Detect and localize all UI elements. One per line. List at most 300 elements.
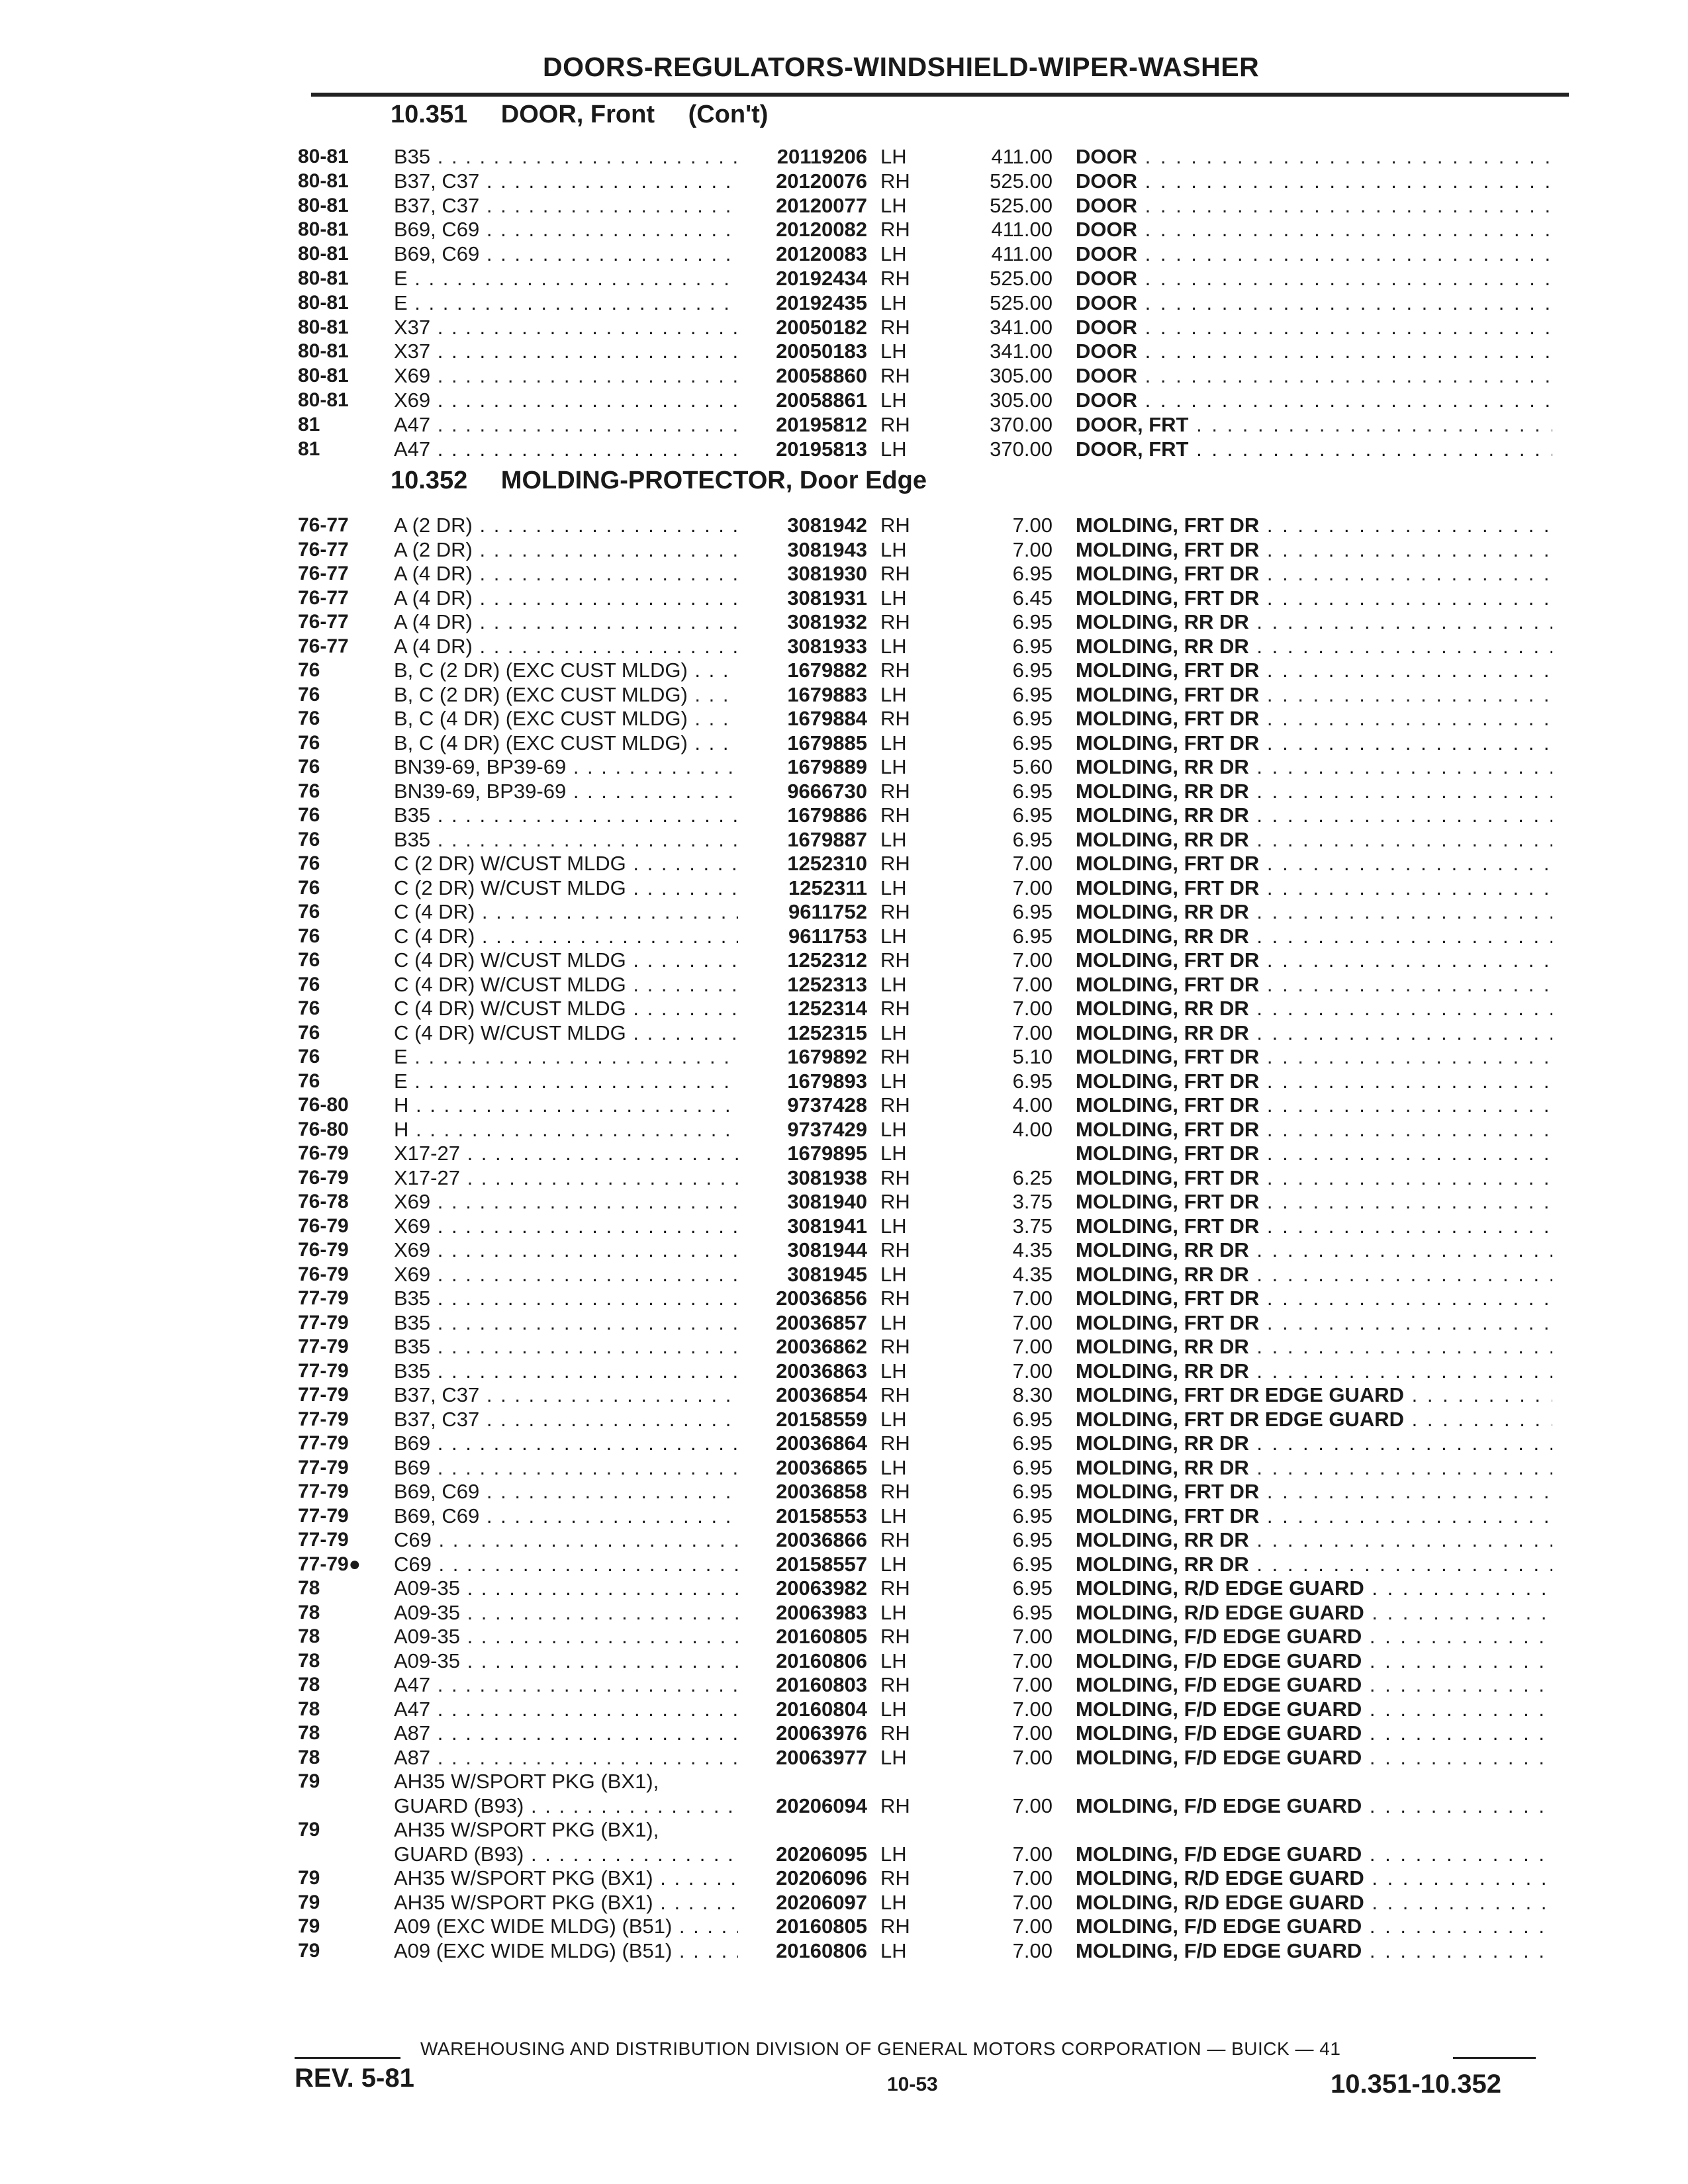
row-model: B, C (2 DR) (EXC CUST MLDG) . . . (394, 682, 738, 707)
row-model: X37 . . . (394, 339, 738, 363)
table-row (0, 1576, 1688, 1600)
row-part-number: 20058860 (776, 364, 867, 388)
row-description: DOOR, FRT . . . (1076, 437, 1552, 461)
row-price: 7.00 (1012, 1915, 1053, 1938)
footer-division: WAREHOUSING AND DISTRIBUTION DIVISION OF GENERAL MOTORS CORPORATION — BUICK — 41 (420, 2038, 1341, 2059)
row-description: MOLDING, FRT DR EDGE GUARD . . . (1076, 1407, 1552, 1432)
row-description: DOOR . . . (1076, 217, 1552, 242)
row-years: 77-79 (298, 1504, 349, 1527)
row-years: 78 (298, 1722, 320, 1744)
table-row (0, 1842, 1688, 1866)
row-years: 79 (298, 1891, 320, 1913)
row-part-number: 20160803 (776, 1673, 867, 1696)
row-model: B69, C69 . . . (394, 1504, 738, 1528)
row-part-number: 1252312 (787, 948, 867, 972)
row-part-number: 3081942 (787, 514, 867, 537)
table-row (0, 1069, 1688, 1093)
row-part-number: 1679889 (787, 755, 867, 778)
row-side: RH (880, 1190, 910, 1213)
table-row (0, 1093, 1688, 1117)
row-side: LH (880, 388, 907, 412)
row-side: RH (880, 267, 910, 290)
table-row (0, 169, 1688, 193)
row-model: B, C (4 DR) (EXC CUST MLDG) . . . (394, 706, 738, 731)
row-years: 80-81 (298, 194, 349, 216)
row-price: 6.95 (1012, 1407, 1053, 1431)
row-side: RH (880, 900, 910, 923)
row-description: MOLDING, RR DR . . . (1076, 1238, 1552, 1262)
table-row (0, 1431, 1688, 1455)
row-description: MOLDING, R/D EDGE GUARD . . . (1076, 1600, 1552, 1625)
row-description: MOLDING, R/D EDGE GUARD . . . (1076, 1576, 1552, 1600)
table-row (0, 1310, 1688, 1335)
table-row (0, 1817, 1688, 1842)
section-name: MOLDING-PROTECTOR, Door Edge (500, 467, 927, 494)
table-row (0, 315, 1688, 340)
row-price: 6.95 (1012, 827, 1053, 851)
row-part-number: 20036862 (776, 1335, 867, 1358)
row-description: DOOR . . . (1076, 169, 1552, 193)
table-row (0, 1214, 1688, 1238)
row-years: 81 (298, 437, 320, 460)
row-side: LH (880, 682, 907, 706)
row-side: LH (880, 291, 907, 314)
row-model: C69 . . . (394, 1527, 738, 1552)
row-side: RH (880, 1335, 910, 1358)
row-price: 4.00 (1012, 1117, 1053, 1141)
table-row (0, 1552, 1688, 1576)
row-years: 80-81 (298, 146, 349, 167)
row-model: A47 . . . (394, 1697, 738, 1721)
row-years: 80-81 (298, 365, 349, 387)
row-description: MOLDING, RR DR . . . (1076, 1552, 1552, 1576)
row-part-number: 9611752 (788, 900, 867, 923)
row-side: LH (880, 1938, 907, 1962)
table-row (0, 754, 1688, 779)
row-description: MOLDING, F/D EDGE GUARD . . . (1076, 1697, 1552, 1721)
section-number: 10.352 (391, 467, 468, 494)
row-part-number: 20063976 (776, 1721, 867, 1745)
row-side: RH (880, 707, 910, 730)
row-price: 6.95 (1012, 634, 1053, 658)
row-years: 77-79 (298, 1384, 349, 1406)
row-side: LH (880, 1697, 907, 1721)
row-description: MOLDING, RR DR . . . (1076, 634, 1552, 659)
row-price: 6.95 (1012, 1504, 1053, 1527)
page-number: 10-53 (887, 2073, 938, 2095)
row-model: B37, C37 . . . (394, 169, 738, 193)
row-years: 78 (298, 1649, 320, 1672)
row-description: MOLDING, FRT DR . . . (1076, 1069, 1552, 1093)
row-model: AH35 W/SPORT PKG (BX1) . . . (394, 1866, 738, 1890)
row-price: 7.00 (1012, 948, 1053, 972)
row-model: A09-35 . . . (394, 1649, 738, 1673)
row-model: B69 . . . (394, 1431, 738, 1455)
row-side: LH (880, 1310, 907, 1334)
row-years: 76-77 (298, 611, 349, 633)
table-row (0, 1286, 1688, 1310)
table-row (0, 1624, 1688, 1649)
row-side: LH (880, 1552, 907, 1576)
table-row (0, 1914, 1688, 1938)
row-years: 76 (298, 852, 320, 874)
row-description: MOLDING, FRT DR . . . (1076, 706, 1552, 731)
row-part-number: 20206096 (776, 1866, 867, 1889)
row-part-number: 1679892 (787, 1045, 867, 1068)
table-row (0, 682, 1688, 707)
row-side: RH (880, 1625, 910, 1648)
row-side: RH (880, 948, 910, 972)
row-part-number: 3081932 (787, 610, 867, 633)
row-part-number: 3081938 (787, 1165, 867, 1189)
row-description: MOLDING, FRT DR . . . (1076, 851, 1552, 876)
row-part-number: 20036866 (776, 1528, 867, 1551)
row-price: 7.00 (1012, 852, 1053, 875)
row-model: C (4 DR) W/CUST MLDG . . . (394, 948, 738, 972)
table-row (0, 1117, 1688, 1142)
row-model: H . . . (394, 1093, 738, 1117)
row-side: LH (880, 537, 907, 561)
row-side: LH (880, 1504, 907, 1527)
table-row (0, 561, 1688, 586)
row-model: A47 . . . (394, 437, 738, 461)
row-years: 76 (298, 1046, 320, 1068)
table-row (0, 1697, 1688, 1721)
row-description: MOLDING, RR DR . . . (1076, 803, 1552, 827)
table-row (0, 1262, 1688, 1287)
table-row (0, 779, 1688, 803)
section-heading-10-351 (391, 101, 794, 129)
row-years: 76-79 (298, 1166, 349, 1189)
row-description: DOOR . . . (1076, 144, 1552, 169)
row-description: MOLDING, F/D EDGE GUARD . . . (1076, 1745, 1552, 1770)
row-description: MOLDING, FRT DR . . . (1076, 1044, 1552, 1069)
row-years: 78 (298, 1625, 320, 1647)
row-part-number: 3081930 (787, 562, 867, 585)
row-years: 77-79 (298, 1359, 349, 1382)
row-years: 76-77 (298, 538, 349, 561)
row-years: 78 (298, 1746, 320, 1768)
row-description: MOLDING, F/D EDGE GUARD . . . (1076, 1842, 1552, 1866)
row-model: BN39-69, BP39-69 . . . (394, 754, 738, 779)
row-model: AH35 W/SPORT PKG (BX1), (394, 1818, 659, 1841)
row-side: RH (880, 1576, 910, 1600)
table-row (0, 1407, 1688, 1432)
row-side: LH (880, 1842, 907, 1866)
row-price: 6.95 (1012, 1576, 1053, 1600)
footer-rule (1453, 2057, 1536, 2059)
row-price: 6.95 (1012, 803, 1053, 827)
row-model: C (2 DR) W/CUST MLDG . . . (394, 876, 738, 900)
row-part-number: 20063982 (776, 1576, 867, 1600)
table-row (0, 363, 1688, 388)
row-years: 77-79 (298, 1432, 349, 1454)
row-price: 7.00 (1012, 1890, 1053, 1914)
row-model: A (4 DR) . . . (394, 634, 738, 659)
row-part-number: 1252313 (787, 972, 867, 996)
row-price: 6.95 (1012, 610, 1053, 633)
row-price: 6.95 (1012, 1432, 1053, 1455)
table-row (0, 1745, 1688, 1770)
row-price: 341.00 (990, 315, 1053, 339)
row-side: LH (880, 340, 907, 363)
row-part-number: 20058861 (776, 388, 867, 412)
table-row (0, 193, 1688, 218)
row-side: RH (880, 412, 910, 436)
row-description: MOLDING, FRT DR . . . (1076, 513, 1552, 537)
row-part-number: 20158553 (776, 1504, 867, 1527)
row-price: 411.00 (991, 145, 1053, 168)
row-side: LH (880, 1890, 907, 1914)
section-range: 10.351-10.352 (1331, 2070, 1502, 2099)
row-part-number: 20160805 (776, 1915, 867, 1938)
row-years: 77-79 (298, 1408, 349, 1430)
row-years: 81 (298, 413, 320, 435)
row-description: MOLDING, FRT DR . . . (1076, 586, 1552, 610)
row-years: 78 (298, 1601, 320, 1623)
row-years: 76 (298, 925, 320, 947)
row-model: X69 . . . (394, 1238, 738, 1262)
row-description: MOLDING, F/D EDGE GUARD . . . (1076, 1624, 1552, 1649)
row-model: A09 (EXC WIDE MLDG) (B51) . . . (394, 1938, 738, 1963)
row-years: 76-79 (298, 1239, 349, 1261)
row-price: 7.00 (1012, 1794, 1053, 1817)
row-model: A09-35 . . . (394, 1600, 738, 1625)
row-description: MOLDING, FRT DR . . . (1076, 1141, 1552, 1165)
row-side: LH (880, 1455, 907, 1479)
row-model: C (4 DR) . . . (394, 924, 738, 948)
row-side: RH (880, 1045, 910, 1068)
table-row (0, 658, 1688, 682)
row-years: 76 (298, 876, 320, 899)
row-side: LH (880, 1745, 907, 1769)
row-part-number: 9737428 (787, 1093, 867, 1116)
row-years: 76-80 (298, 1118, 349, 1140)
row-years: 79 (298, 1915, 320, 1937)
row-model: A (4 DR) . . . (394, 561, 738, 586)
row-years: 76 (298, 828, 320, 850)
row-price: 6.25 (1012, 1165, 1053, 1189)
table-row (0, 924, 1688, 948)
row-side: RH (880, 659, 910, 682)
row-side: LH (880, 586, 907, 610)
row-description: MOLDING, F/D EDGE GUARD . . . (1076, 1649, 1552, 1673)
row-years: 76 (298, 731, 320, 754)
row-price: 7.00 (1012, 1673, 1053, 1696)
section-heading-10-352 (391, 467, 953, 495)
row-model: C (4 DR) W/CUST MLDG . . . (394, 1021, 738, 1045)
row-part-number: 1679886 (787, 803, 867, 827)
row-side: RH (880, 315, 910, 339)
row-side: LH (880, 145, 907, 168)
table-row (0, 217, 1688, 242)
table-row (0, 266, 1688, 291)
row-price: 305.00 (990, 388, 1053, 412)
row-part-number: 20120083 (776, 242, 867, 266)
row-years: 76 (298, 756, 320, 778)
row-part-number: 20036863 (776, 1359, 867, 1383)
row-part-number: 20160806 (776, 1649, 867, 1672)
row-model: A09-35 . . . (394, 1576, 738, 1600)
row-model: X17-27 . . . (394, 1165, 738, 1190)
row-model: B37, C37 . . . (394, 1383, 738, 1407)
row-side: LH (880, 876, 907, 899)
row-model: B69, C69 . . . (394, 242, 738, 266)
row-side: LH (880, 1069, 907, 1093)
row-model: C (4 DR) . . . (394, 899, 738, 924)
row-description: MOLDING, RR DR . . . (1076, 1021, 1552, 1045)
row-part-number: 1252311 (788, 876, 867, 899)
row-description: MOLDING, R/D EDGE GUARD . . . (1076, 1890, 1552, 1915)
row-side: LH (880, 1407, 907, 1431)
row-price: 6.45 (1012, 586, 1053, 610)
row-description: MOLDING, FRT DR . . . (1076, 1479, 1552, 1504)
row-years: 80-81 (298, 169, 349, 192)
row-part-number: 20036857 (776, 1310, 867, 1334)
row-model: B, C (4 DR) (EXC CUST MLDG) . . . (394, 731, 738, 755)
row-side: LH (880, 437, 907, 461)
row-model: B35 . . . (394, 1286, 738, 1310)
row-description: MOLDING, RR DR . . . (1076, 827, 1552, 852)
row-side: RH (880, 1721, 910, 1745)
row-price: 7.00 (1012, 1842, 1053, 1866)
row-description: MOLDING, RR DR . . . (1076, 1527, 1552, 1552)
row-part-number: 20120077 (776, 193, 867, 217)
row-part-number: 1252314 (787, 997, 867, 1020)
row-model: E . . . (394, 266, 738, 291)
row-side: LH (880, 634, 907, 658)
table-row (0, 1165, 1688, 1190)
row-part-number: 20050182 (776, 315, 867, 339)
row-price: 6.95 (1012, 779, 1053, 803)
row-part-number: 1679893 (787, 1069, 867, 1093)
row-description: MOLDING, FRT DR . . . (1076, 731, 1552, 755)
row-years: 76-77 (298, 514, 349, 536)
row-description: DOOR . . . (1076, 242, 1552, 266)
row-part-number: 20206095 (776, 1842, 867, 1866)
row-price: 6.95 (1012, 1480, 1053, 1503)
row-model: B69 . . . (394, 1455, 738, 1480)
row-side: RH (880, 1093, 910, 1116)
row-model: B35 . . . (394, 1359, 738, 1383)
table-row (0, 513, 1688, 537)
row-price: 411.00 (991, 242, 1053, 266)
row-description: MOLDING, RR DR . . . (1076, 779, 1552, 803)
row-part-number: 1679883 (787, 682, 867, 706)
row-description: MOLDING, FRT DR . . . (1076, 1504, 1552, 1528)
row-part-number: 9611753 (788, 924, 867, 948)
row-model: E . . . (394, 1044, 738, 1069)
row-model: X69 . . . (394, 1214, 738, 1238)
row-side: RH (880, 997, 910, 1020)
row-years: 80-81 (298, 218, 349, 241)
row-side: RH (880, 1915, 910, 1938)
row-description: MOLDING, RR DR . . . (1076, 899, 1552, 924)
row-price: 341.00 (990, 340, 1053, 363)
table-row (0, 1504, 1688, 1528)
row-model: X69 . . . (394, 1262, 738, 1287)
row-description: MOLDING, RR DR . . . (1076, 610, 1552, 634)
table-row (0, 1044, 1688, 1069)
row-description: MOLDING, FRT DR . . . (1076, 1093, 1552, 1117)
row-model: C (4 DR) W/CUST MLDG . . . (394, 972, 738, 997)
row-years: 79 (298, 1867, 320, 1889)
row-price: 7.00 (1012, 1359, 1053, 1383)
row-model: A47 . . . (394, 412, 738, 437)
row-part-number: 9666730 (787, 779, 867, 803)
row-part-number: 20050183 (776, 340, 867, 363)
row-side: LH (880, 972, 907, 996)
revision-label: REV. 5-81 (295, 2064, 414, 2093)
row-years: 76 (298, 949, 320, 971)
row-price: 7.00 (1012, 1649, 1053, 1672)
row-price: 411.00 (991, 218, 1053, 242)
row-price: 6.95 (1012, 1552, 1053, 1576)
table-row (0, 1890, 1688, 1915)
row-part-number: 20158559 (776, 1407, 867, 1431)
row-model: B35 . . . (394, 144, 738, 169)
row-model: A09-35 . . . (394, 1624, 738, 1649)
table-row (0, 803, 1688, 827)
row-price: 7.00 (1012, 1938, 1053, 1962)
row-part-number: 20036865 (776, 1455, 867, 1479)
row-description: MOLDING, FRT DR . . . (1076, 561, 1552, 586)
row-years: 80-81 (298, 389, 349, 411)
row-description: MOLDING, RR DR . . . (1076, 1431, 1552, 1455)
table-row (0, 851, 1688, 876)
table-row (0, 586, 1688, 610)
row-model: H . . . (394, 1117, 738, 1142)
table-row (0, 1600, 1688, 1625)
table-row (0, 537, 1688, 562)
row-years: 77-79● (298, 1553, 361, 1575)
row-description: MOLDING, FRT DR . . . (1076, 682, 1552, 707)
row-model: A (4 DR) . . . (394, 610, 738, 634)
row-model: B69, C69 . . . (394, 217, 738, 242)
section-name: DOOR, Front (500, 101, 655, 128)
row-years: 77-79 (298, 1456, 349, 1479)
row-side: LH (880, 1214, 907, 1238)
row-description: MOLDING, RR DR . . . (1076, 1334, 1552, 1359)
row-description: MOLDING, RR DR . . . (1076, 1359, 1552, 1383)
row-years: 79 (298, 1819, 320, 1841)
row-part-number: 20063983 (776, 1600, 867, 1624)
row-description: DOOR . . . (1076, 291, 1552, 315)
table-row (0, 1769, 1688, 1794)
row-side: RH (880, 1432, 910, 1455)
table-row (0, 242, 1688, 266)
row-years: 76 (298, 997, 320, 1019)
row-description: MOLDING, R/D EDGE GUARD . . . (1076, 1866, 1552, 1890)
row-side: RH (880, 1480, 910, 1503)
row-price: 7.00 (1012, 1745, 1053, 1769)
row-side: LH (880, 755, 907, 778)
row-part-number: 20160805 (776, 1625, 867, 1648)
row-part-number: 20192434 (776, 267, 867, 290)
row-description: MOLDING, FRT DR . . . (1076, 1117, 1552, 1142)
row-side: RH (880, 803, 910, 827)
row-part-number: 20063977 (776, 1745, 867, 1769)
row-years: 77-79 (298, 1311, 349, 1334)
row-price: 3.75 (1012, 1214, 1053, 1238)
row-description: DOOR, FRT . . . (1076, 412, 1552, 437)
row-price: 370.00 (990, 437, 1053, 461)
row-model: B35 . . . (394, 1310, 738, 1335)
row-side: RH (880, 1528, 910, 1551)
row-description: MOLDING, FRT DR . . . (1076, 1286, 1552, 1310)
row-part-number: 20160806 (776, 1938, 867, 1962)
row-part-number: 20036864 (776, 1432, 867, 1455)
